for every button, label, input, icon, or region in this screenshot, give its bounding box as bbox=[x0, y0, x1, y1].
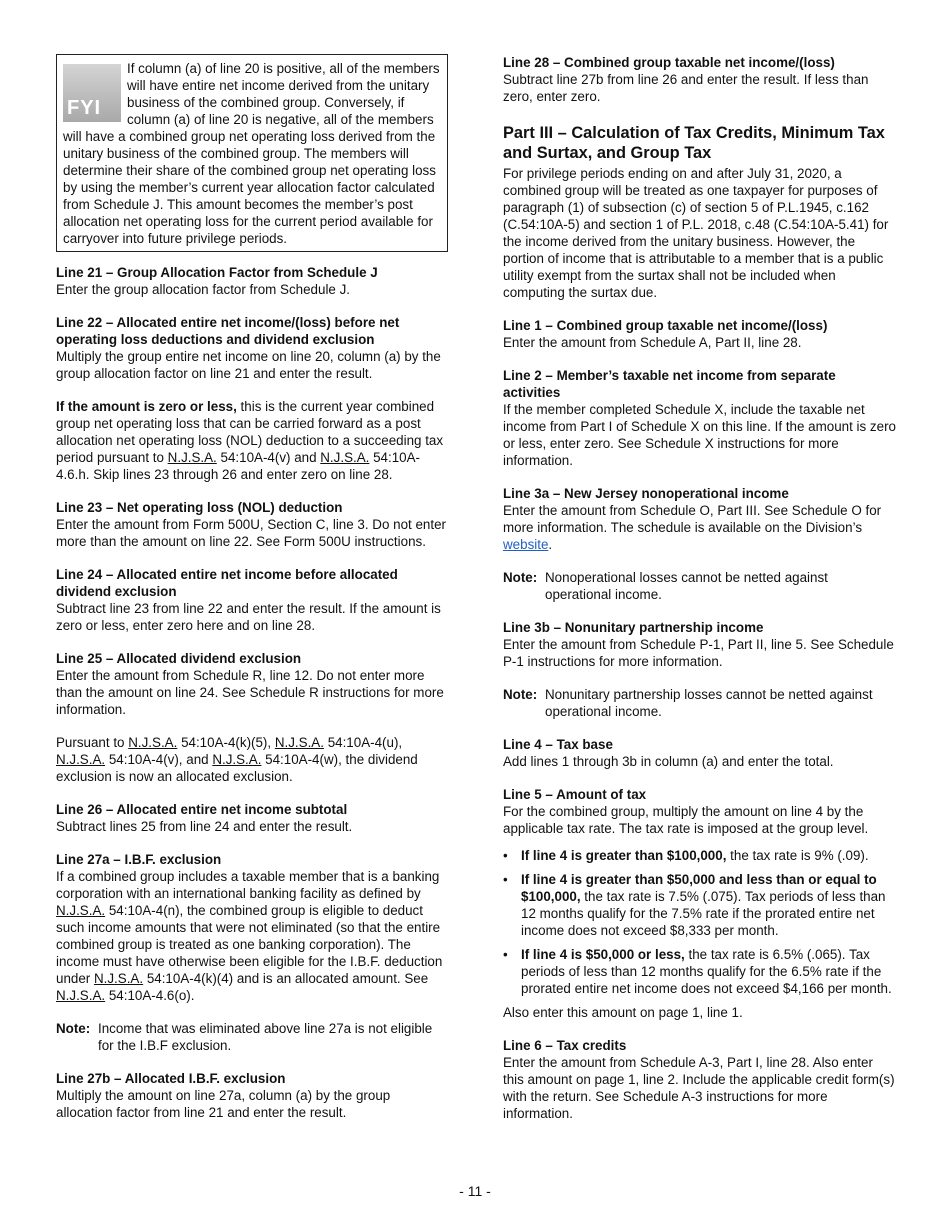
line6-title: Line 6 – Tax credits bbox=[503, 1038, 627, 1053]
line23-section bbox=[56, 499, 448, 550]
list-item bbox=[503, 847, 896, 864]
line5-after bbox=[503, 1004, 896, 1021]
line27a-text-b: 54:10A-4(n), the combined group is eligible to deduct such income amounts that were not eliminated (so that the entire combined group is treated as one banking corporation). The income must have otherwise been eligible for the I.B.F. deduction under bbox=[56, 903, 443, 986]
line25-text-c: 54:10A-4(u), bbox=[323, 735, 403, 750]
line1-section bbox=[503, 317, 896, 351]
line3b-section bbox=[503, 619, 896, 670]
part3-section bbox=[503, 123, 896, 301]
line22-para2-text-b: 54:10A-4(v) and bbox=[216, 450, 321, 465]
line2-title: Line 2 – Member’s taxable net income from separate activities bbox=[503, 368, 836, 400]
note-label: Note: bbox=[503, 687, 538, 702]
bullet-text: the tax rate is 9% (.09). bbox=[726, 848, 869, 863]
njsa-link[interactable]: N.J.S.A. bbox=[212, 752, 262, 767]
line2-section bbox=[503, 367, 896, 469]
line5-body: For the combined group, multiply the amount on line 4 by the applicable tax rate. The tax rate is imposed at the group level. bbox=[503, 804, 869, 836]
line24-title: Line 24 – Allocated entire net income before allocated dividend exclusion bbox=[56, 567, 398, 599]
line25-body: Enter the amount from Schedule R, line 12. Do not enter more than the amount on line 24. See Schedule R instructions for more information. bbox=[56, 668, 444, 717]
line1-title: Line 1 – Combined group taxable net income/(loss) bbox=[503, 318, 828, 333]
fyi-box bbox=[56, 54, 448, 252]
bullet-text: the tax rate is 7.5% (.075). Tax periods of less than 12 months qualify for the 7.5% rate if the prorated entire net income does not exceed $8,333 per month. bbox=[521, 889, 886, 938]
njsa-link[interactable]: N.J.S.A. bbox=[128, 735, 178, 750]
website-link[interactable]: website bbox=[503, 537, 549, 552]
list-item bbox=[503, 871, 896, 939]
line22-para2-text-c: 54:10A-4.6.h. Skip lines 23 through 26 and enter zero on line 28. bbox=[56, 450, 421, 482]
line5-after-text: Also enter this amount on page 1, line 1. bbox=[503, 1005, 743, 1020]
line4-title: Line 4 – Tax base bbox=[503, 737, 613, 752]
line3b-title: Line 3b – Nonunitary partnership income bbox=[503, 620, 764, 635]
left-column bbox=[56, 54, 448, 1137]
bullet-bold: If line 4 is greater than $50,000 and less than or equal to $100,000, bbox=[521, 872, 877, 904]
line27a-text-a: If a combined group includes a taxable member that is a banking corporation with an international banking facility as defined by bbox=[56, 869, 440, 901]
line22-section bbox=[56, 314, 448, 382]
line27a-section bbox=[56, 851, 448, 1004]
right-column bbox=[503, 54, 896, 1138]
part3-body: For privilege periods ending on and after July 31, 2020, a combined group will be treated as one taxpayer for purposes of paragraph (1) of subsection (c) of section 5 of P.L.1945, c.162 (C.54:10A-5) and section 1 of P.L. 2018, c.48 (C.54:10A-5.41) for the income derived from the unitary business. However, the portion of income that is attributable to a member that is a public utility exempt from the surtax shall not be included when computing the surtax due. bbox=[503, 166, 889, 300]
njsa-link[interactable]: N.J.S.A. bbox=[93, 971, 144, 986]
line4-section bbox=[503, 736, 896, 770]
note-text: Nonunitary partnership losses cannot be netted against operational income. bbox=[545, 687, 873, 719]
list-item bbox=[503, 946, 896, 997]
line3a-text-b: . bbox=[548, 537, 553, 552]
line5-title: Line 5 – Amount of tax bbox=[503, 787, 647, 802]
line25-text-b: 54:10A-4(k)(5), bbox=[177, 735, 275, 750]
line27b-body: Multiply the amount on line 27a, column (a) by the group allocation factor from line 21 and enter the result. bbox=[56, 1088, 391, 1120]
line3b-body: Enter the amount from Schedule P-1, Part II, line 5. See Schedule P-1 instructions for more information. bbox=[503, 637, 894, 669]
line6-section bbox=[503, 1037, 896, 1122]
line22-para2-bold: If the amount is zero or less, bbox=[56, 399, 237, 414]
fyi-icon-label: FYI bbox=[67, 97, 102, 119]
line26-body: Subtract lines 25 from line 24 and enter the result. bbox=[56, 819, 353, 834]
line3a-text-a: Enter the amount from Schedule O, Part III. See Schedule O for more information. The schedule is available on the Division’s bbox=[503, 503, 882, 535]
line26-title: Line 26 – Allocated entire net income subtotal bbox=[56, 802, 348, 817]
note-text: Nonoperational losses cannot be netted against operational income. bbox=[545, 570, 828, 602]
line27b-section bbox=[56, 1070, 448, 1121]
line24-body: Subtract line 23 from line 22 and enter the result. If the amount is zero or less, enter zero here and on line 28. bbox=[56, 601, 441, 633]
njsa-link[interactable]: N.J.S.A. bbox=[56, 988, 106, 1003]
line4-body: Add lines 1 through 3b in column (a) and enter the total. bbox=[503, 754, 834, 769]
line28-title: Line 28 – Combined group taxable net income/(loss) bbox=[503, 55, 835, 70]
line27a-title: Line 27a – I.B.F. exclusion bbox=[56, 852, 222, 867]
line23-body: Enter the amount from Form 500U, Section C, line 3. Do not enter more than the amount on line 22. See Form 500U instructions. bbox=[56, 517, 447, 549]
line26-section bbox=[56, 801, 448, 835]
line25-text-a: Pursuant to bbox=[56, 735, 129, 750]
bullet-text: the tax rate is 6.5% (.065). Tax periods of less than 12 months qualify for the 6.5% rate if the prorated entire net income does not exceed $4,166 per month. bbox=[521, 947, 892, 996]
line25-title: Line 25 – Allocated dividend exclusion bbox=[56, 651, 302, 666]
line3a-section bbox=[503, 485, 896, 553]
bullet-bold: If line 4 is $50,000 or less, bbox=[521, 947, 685, 962]
line3a-note bbox=[503, 569, 896, 603]
tax-rate-list bbox=[503, 847, 896, 997]
line25-section bbox=[56, 650, 448, 718]
line22-para2-text-a: this is the current year combined group net operating loss that can be carried forward as a post allocation net operating loss (NOL) deduction to a succeeding tax period pursuant to bbox=[56, 399, 444, 465]
line3b-note bbox=[503, 686, 896, 720]
part3-title: Part III – Calculation of Tax Credits, Minimum Tax and Surtax, and Group Tax bbox=[503, 124, 885, 162]
njsa-link[interactable]: N.J.S.A. bbox=[274, 735, 324, 750]
line25-pursuant bbox=[56, 734, 448, 785]
njsa-link[interactable]: N.J.S.A. bbox=[167, 450, 217, 465]
line22-title: Line 22 – Allocated entire net income/(loss) before net operating loss deductions and dividend exclusion bbox=[56, 315, 400, 347]
line28-body: Subtract line 27b from line 26 and enter the result. If less than zero, enter zero. bbox=[503, 72, 869, 104]
line28-section bbox=[503, 54, 896, 105]
note-label: Note: bbox=[56, 1021, 91, 1036]
line25-text-e: 54:10A-4(w), the dividend exclusion is now an allocated exclusion. bbox=[56, 752, 418, 784]
line27b-title: Line 27b – Allocated I.B.F. exclusion bbox=[56, 1071, 286, 1086]
page-number: - 11 - bbox=[459, 1183, 491, 1199]
line5-section bbox=[503, 786, 896, 837]
njsa-link[interactable]: N.J.S.A. bbox=[320, 450, 370, 465]
line2-body: If the member completed Schedule X, include the taxable net income from Part I of Schedule X on this line. If the amount is zero or less, enter zero. See Schedule X instructions for more information. bbox=[503, 402, 896, 468]
line21-title: Line 21 – Group Allocation Factor from Schedule J bbox=[56, 265, 378, 280]
note-text: Income that was eliminated above line 27a is not eligible for the I.B.F exclusion. bbox=[98, 1021, 433, 1053]
njsa-link[interactable]: N.J.S.A. bbox=[56, 752, 106, 767]
line21-body: Enter the group allocation factor from Schedule J. bbox=[56, 282, 351, 297]
line21-section bbox=[56, 264, 448, 298]
line1-body: Enter the amount from Schedule A, Part II, line 28. bbox=[503, 335, 802, 350]
line25-text-d: 54:10A-4(v), and bbox=[105, 752, 213, 767]
line3a-title: Line 3a – New Jersey nonoperational income bbox=[503, 486, 789, 501]
fyi-text: If column (a) of line 20 is positive, all of the members will have entire net income derived from the unitary business of the combined group. Conversely, if column (a) of line 20 is negative, all of the members will have a combined group net operating loss derived from the unitary business of the combined group. The members will determine their share of the combined group net operating loss by using the member’s current year allocation factor calculated from Schedule J. This amount becomes the member’s post allocation net operating loss for the current period available for carryover into future privilege periods. bbox=[63, 61, 440, 246]
note-label: Note: bbox=[503, 570, 538, 585]
bullet-bold: If line 4 is greater than $100,000, bbox=[521, 848, 727, 863]
line27a-note bbox=[56, 1020, 448, 1054]
line27a-text-c: 54:10A-4(k)(4) and is an allocated amount. See bbox=[143, 971, 429, 986]
line24-section bbox=[56, 566, 448, 634]
line23-title: Line 23 – Net operating loss (NOL) deduction bbox=[56, 500, 343, 515]
line22-body: Multiply the group entire net income on line 20, column (a) by the group allocation factor on line 21 and enter the result. bbox=[56, 349, 441, 381]
line6-body: Enter the amount from Schedule A-3, Part I, line 28. Also enter this amount on page 1, line 2. Include the applicable credit form(s) with the return. See Schedule A-3 instructions for more information. bbox=[503, 1055, 895, 1121]
fyi-icon bbox=[63, 64, 121, 122]
line27a-text-d: 54:10A-4.6(o). bbox=[105, 988, 195, 1003]
njsa-link[interactable]: N.J.S.A. bbox=[56, 903, 106, 918]
line22-para2 bbox=[56, 398, 448, 483]
